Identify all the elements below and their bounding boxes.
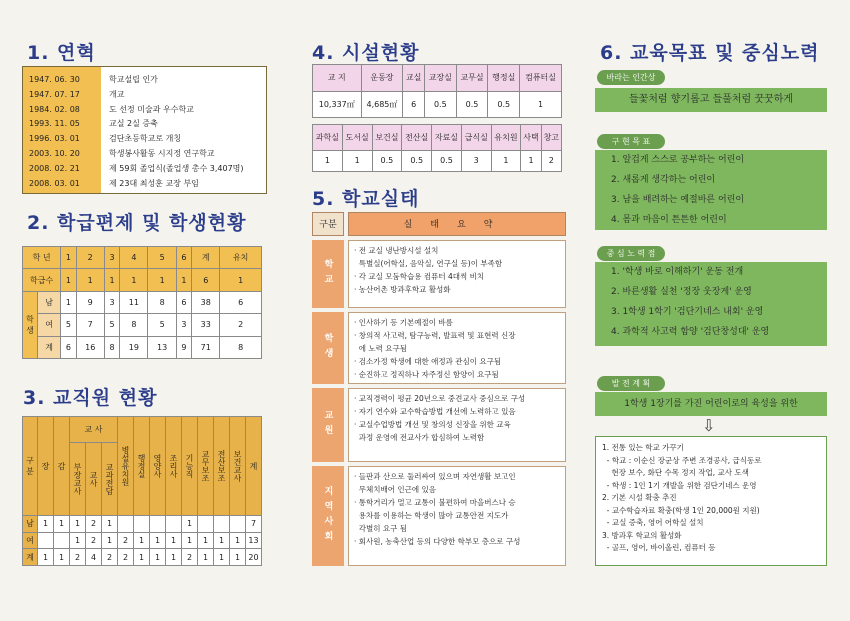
staff-col-header: 교과전담 [102,443,118,516]
plan-detail-line: 현장 보수, 화단 수목 정지 작업, 교사 도색 [602,468,749,477]
facility-header: 자료실 [432,125,462,151]
ideal-box: 들꽃처럼 향기롭고 들풀처럼 꿋꿋하게 [595,88,827,112]
status-body [348,240,566,308]
staff-col-header: 병설유치원 [118,417,134,516]
class-count: 1 [76,269,104,291]
history-event: 제 59회 졸업식(졸업생 총수 3,407명) [109,163,244,173]
grade-header: 학 년 [23,247,61,269]
student-count: 19 [120,336,148,358]
staff-gender: 남 [23,515,38,532]
status-line: 에 노력 요구됨 [354,344,408,353]
student-count: 33 [192,314,220,336]
status-line: 각별히 요구 됨 [354,524,408,533]
staff-count [118,515,134,532]
staff-count: 1 [198,532,214,549]
student-count: 2 [220,314,262,336]
goal-item: 2. 새롭게 생각하는 어린이 [611,175,716,185]
facility-value: 1 [491,150,521,171]
plan-detail-line: - 학교 : 이순신 장군상 주변 조경공사, 급식동로 [602,455,762,465]
effort-box [595,262,827,346]
staff-count: 1 [166,549,182,566]
class-count: 1 [61,269,76,291]
staff-count: 2 [70,549,86,566]
student-count: 3 [104,291,119,313]
history-event: 학생봉사활동 시지정 연구학교 [109,149,215,158]
history-date: 2008. 03. 01 [29,178,80,188]
effort-item: 4. 과학적 사고력 함양 '검단창성대' 운영 [611,327,770,337]
student-count: 9 [76,291,104,313]
goal-label: 구 현 목 표 [597,134,665,149]
staff-count: 7 [246,515,262,532]
student-count: 13 [148,336,176,358]
facility-header: 창고 [541,125,561,151]
student-count: 5 [61,314,76,336]
staff-count [198,515,214,532]
arrow-down-icon: ⇩ [702,416,716,435]
student-count: 9 [176,336,191,358]
class-count: 학급수 [23,269,61,291]
staff-col-header: 영양사 [150,417,166,516]
status-line: · 교실수업방법 개선 및 창의성 신장을 위한 교육 [354,420,511,429]
staff-count: 1 [54,515,70,532]
class-count: 1 [120,269,148,291]
status-line: · 전 교실 냉난방시설 설치 [354,246,439,255]
staff-count: 2 [86,515,102,532]
status-block [312,312,566,384]
status-block [312,388,566,462]
facility-table-2 [312,124,562,172]
student-count: 7 [76,314,104,336]
goal-box [595,150,827,230]
facility-header: 사택 [521,125,541,151]
plan-detail-line: - 교수학습자료 확충(학생 1인 20,000원 지원) [602,505,760,515]
history-event: 개교 [109,89,125,99]
status-line: · 인사하기 등 기본예절이 바름 [354,318,453,327]
staff-count [166,515,182,532]
plan-detail-line: - 교실 증축, 영어 어학실 설치 [602,518,704,527]
student-count: 8 [120,314,148,336]
history-event: 검단초등학교로 개칭 [109,134,182,144]
goal-item: 3. 남을 배려하는 예절바른 어린이 [611,195,745,205]
facility-value: 1 [520,91,562,118]
staff-count [230,515,246,532]
student-count: 8 [148,291,176,313]
facility-header: 행정실 [488,65,520,92]
staff-col-header: 전산보조 [214,417,230,516]
facility-value: 0.5 [456,91,488,118]
status-block [312,466,566,566]
staff-count: 1 [54,549,70,566]
staff-count: 1 [38,549,54,566]
facility-header: 교무실 [456,65,488,92]
section-staff-title: 3. 교직원 현황 [23,387,158,409]
section-history-title: 1. 연혁 [27,42,96,64]
status-body [348,312,566,384]
staff-count: 1 [134,549,150,566]
status-category: 학생 [312,312,344,384]
staff-count: 1 [150,549,166,566]
history-date: 2008. 02. 21 [29,163,80,173]
facility-value: 1 [342,150,372,171]
section-status-title: 5. 학교실태 [312,188,420,210]
status-category: 지역사회 [312,466,344,566]
grade-header: 5 [148,247,176,269]
facility-header: 컴퓨터실 [520,65,562,92]
staff-gender: 여 [23,532,38,549]
staff-count [150,515,166,532]
status-body [348,466,566,566]
status-line: 특별실(어학실, 음악실, 연구실 등)이 부족함 [354,259,503,268]
status-body [348,388,566,462]
staff-count: 1 [70,532,86,549]
student-count: 71 [192,336,220,358]
student-count: 3 [176,314,191,336]
status-line: · 자기 연수와 교수학습방법 개선에 노력하고 있음 [354,407,516,416]
plan-detail-line: - 골프, 영어, 바이올린, 컴퓨터 등 [602,543,716,552]
facility-value: 3 [461,150,491,171]
staff-count: 1 [134,532,150,549]
status-line: 과정 운영에 전교사가 합심하여 노력함 [354,433,485,442]
class-count: 6 [192,269,220,291]
student-count: 6 [61,336,76,358]
gender-label: 여 [38,314,61,336]
staff-count: 1 [214,532,230,549]
history-date: 1947. 06. 30 [29,75,80,84]
facility-value: 1 [313,150,343,171]
ideal-label: 바라는 인간상 [597,70,665,85]
goal-item: 1. 알겁게 스스로 공부하는 어린이 [611,155,745,165]
plan-detail-line: 3. 방과후 학교의 활성화 [602,530,682,540]
facility-header: 전산실 [402,125,432,151]
staff-count: 1 [38,515,54,532]
history-box [22,66,267,194]
effort-item: 2. 바른생활 실천 '정장 웃장게' 운영 [611,287,752,297]
staff-col-header: 부장교사 [70,443,86,516]
facility-header: 교장실 [424,65,456,92]
history-date: 1993. 11. 05 [29,119,80,129]
status-block [312,240,566,308]
status-category: 교원 [312,388,344,462]
staff-count: 1 [230,532,246,549]
status-line: · 통학거리가 멀고 교통이 불편하여 마을버스나 승 [354,498,516,507]
facility-value: 0.5 [424,91,456,118]
grade-header: 6 [176,247,191,269]
staff-col-header: 조리사 [166,417,182,516]
history-event: 도 선정 미술과 우수학교 [109,104,194,114]
plan-label: 발 전 계 획 [597,376,665,391]
class-count: 1 [148,269,176,291]
grade-header: 3 [104,247,119,269]
status-header-summary: 실태요약 [348,212,566,236]
student-count: 16 [76,336,104,358]
status-line: · 들판과 산으로 둘러싸여 있으며 자연생활 보고인 [354,472,516,481]
student-side-label: 학생 [23,291,38,358]
student-count: 5 [104,314,119,336]
effort-item: 3. 1학생 1학기 '검단기네스 내회' 운영 [611,307,764,317]
staff-count: 2 [182,549,198,566]
staff-count: 1 [198,549,214,566]
staff-count: 1 [102,532,118,549]
staff-count [134,515,150,532]
effort-item: 1. '학생 바로 이해하기' 운동 전개 [611,267,744,277]
status-category: 학교 [312,240,344,308]
facility-value: 10,337㎡ [313,91,362,118]
facility-value: 6 [403,91,425,118]
staff-count: 2 [118,549,134,566]
grade-header: 2 [76,247,104,269]
facility-value: 0.5 [432,150,462,171]
school-status-panel [312,212,566,566]
staff-count: 2 [118,532,134,549]
class-count: 1 [104,269,119,291]
staff-count: 1 [230,549,246,566]
student-count: 11 [120,291,148,313]
history-event: 교실 2실 증축 [109,119,158,129]
plan-detail-line: 1. 전통 있는 학교 가꾸기 [602,443,684,452]
staff-col-header: 장 [38,417,54,516]
facility-header: 도서실 [342,125,372,151]
staff-count: 1 [70,515,86,532]
staff-col-header: 교무보조 [198,417,214,516]
facility-value: 2 [541,150,561,171]
section-facility-title: 4. 시설현황 [312,42,420,64]
history-date: 1947. 07. 17 [29,89,80,99]
facility-header: 급식실 [461,125,491,151]
staff-table [22,416,262,566]
status-line: · 각 교실 모둠학습용 컴퓨터 4대씩 비치 [354,272,485,281]
gender-label: 남 [38,291,61,313]
staff-count: 13 [246,532,262,549]
facility-value: 4,685㎡ [361,91,403,118]
status-line: · 창의적 사고력, 탐구능력, 발표력 및 표현력 신장 [354,331,516,340]
staff-count: 1 [214,549,230,566]
grade-header: 1 [61,247,76,269]
status-line: 용차를 이용하는 학생이 많아 교통안전 지도가 [354,511,509,520]
gender-label: 계 [38,336,61,358]
staff-count: 2 [102,549,118,566]
staff-col-header: 감 [54,417,70,516]
student-count: 5 [148,314,176,336]
status-line: · 농산어촌 방과후학교 활성화 [354,285,451,294]
history-date: 2003. 10. 20 [29,149,80,158]
facility-header: 운동장 [361,65,403,92]
status-line: · 검소가정 학생에 대한 애정과 관심이 요구됨 [354,357,502,366]
status-line: · 순진하고 정직하나 자주정신 함양이 요구됨 [354,370,499,379]
grade-header: 4 [120,247,148,269]
staff-count: 1 [102,515,118,532]
class-count: 1 [176,269,191,291]
staff-count: 2 [86,532,102,549]
staff-count [54,532,70,549]
staff-count: 1 [150,532,166,549]
facility-value: 1 [521,150,541,171]
staff-col-header: 행정실 [134,417,150,516]
teacher-group-header: 교 사 [70,417,118,443]
history-date: 1996. 03. 01 [29,134,80,144]
staff-count: 1 [182,515,198,532]
staff-col-header: 보건교사 [230,417,246,516]
student-count: 1 [61,291,76,313]
student-count: 6 [220,291,262,313]
staff-col-header: 계 [246,417,262,516]
history-event: 제 23대 최성훈 교장 부임 [109,178,199,188]
staff-count: 4 [86,549,102,566]
student-count: 8 [220,336,262,358]
staff-count [214,515,230,532]
facility-value: 0.5 [488,91,520,118]
facility-header: 교실 [403,65,425,92]
grade-header: 유치 [220,247,262,269]
facility-header: 교 지 [313,65,362,92]
staff-count: 1 [166,532,182,549]
effort-label: 중 심 노 력 점 [597,246,665,261]
staff-count: 20 [246,549,262,566]
facility-header: 과학실 [313,125,343,151]
facility-table-1 [312,64,562,118]
staff-gender: 계 [23,549,38,566]
staff-col-header: 교사 [86,443,102,516]
staff-count [38,532,54,549]
class-count: 1 [220,269,262,291]
plan-detail-line: 2. 기본 시설 확충 추진 [602,493,677,502]
plan-detail-box [595,436,827,566]
staff-count: 1 [182,532,198,549]
plan-box: 1학생 1장기를 가진 어린이로의 육성을 위한 [595,392,827,416]
history-event: 학교설립 인가 [109,75,158,84]
history-date: 1984. 02. 08 [29,104,80,114]
student-count: 6 [176,291,191,313]
facility-header: 유치원 [491,125,521,151]
student-count: 8 [104,336,119,358]
facility-value: 0.5 [402,150,432,171]
facility-value: 0.5 [372,150,402,171]
facility-header: 보건실 [372,125,402,151]
section-class-title: 2. 학급편제 및 학생현황 [27,212,247,234]
class-student-table [22,246,262,359]
grade-header: 계 [192,247,220,269]
section-goals-title: 6. 교육목표 및 중심노력 [600,42,820,64]
staff-col-header: 기능직 [182,417,198,516]
status-line: · 교직경력이 평균 20년으로 중견교사 중심으로 구성 [354,394,526,403]
plan-detail-line: - 학생 : 1인 1기 개발을 위한 검단기네스 운영 [602,480,757,490]
student-count: 38 [192,291,220,313]
staff-corner: 구분 [23,417,38,516]
status-line: 무체치배어 인근에 있음 [354,485,436,494]
status-header-category: 구분 [312,212,344,236]
goal-item: 4. 몸과 마음이 튼튼한 어린이 [611,215,727,225]
status-line: · 회사원, 농축산업 등의 다양한 학부모 층으로 구성 [354,537,521,546]
